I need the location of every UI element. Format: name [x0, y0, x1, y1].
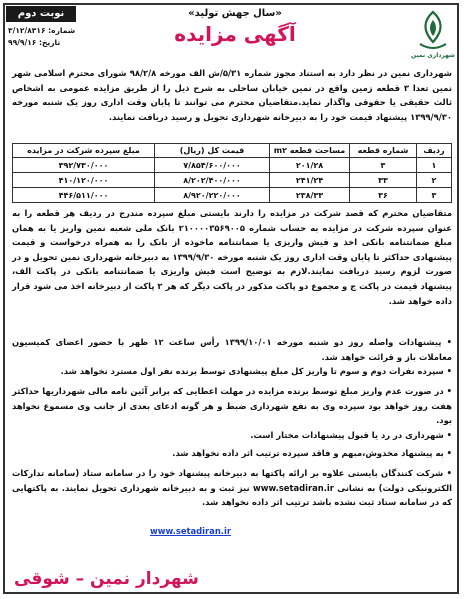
- cell-total-price: ۸/۲۰۲/۴۰۰/۰۰۰: [155, 173, 270, 188]
- bullet-text: شهرداری در رد یا قبول پیشنهادات مختار است.: [250, 430, 444, 440]
- bullet-text: سپرده نفرات دوم و سوم تا واریز کل مبلغ پیشنهادی توسط برنده نفر اول مسترد نخواهد شد.: [60, 366, 444, 376]
- cell-row-no: ۲: [417, 173, 452, 188]
- cell-total-price: ۸/۹۲۰/۲۲۰/۰۰۰: [155, 188, 270, 203]
- col-header-total-price: قیمت کل (ریال): [155, 144, 270, 158]
- mayor-signature: شهردار نمین – شوقی: [14, 569, 199, 589]
- cell-area: ۲۰۱/۲۸: [270, 158, 350, 173]
- cell-total-price: ۷/۸۵۴/۶۰۰/۰۰۰: [155, 158, 270, 173]
- bullet-invalid-bids: • به پیشنهاد مخدوش،مبهم و فاقد سپرده ترتیب اثر داده نخواهد شد.: [172, 448, 452, 458]
- table-header-row: [13, 144, 452, 158]
- setad-website-link[interactable]: www.setadiran.ir: [150, 526, 231, 536]
- municipality-logo-icon: [410, 8, 456, 54]
- cell-area: ۲۳۸/۳۳: [270, 188, 350, 203]
- bullet-text: شرکت کنندگان بایستی علاوه بر ارائه پاکتها به دبیرخانه پیشنهاد خود را در سامانه ستاد (سامانه تدارکات الکترونیکی دولت) به نشانی www.setadiran.ir نیز ثبت و به دبیرخانه شهرداری تحویل نمایند. به پاکتهایی که در سامانه ستاد ثبت نشده باشد ترتیب اثر داده نخواهد شد.: [12, 468, 452, 508]
- cell-area: ۲۴۱/۲۴: [270, 173, 350, 188]
- intro-paragraph: شهرداری نمین در نظر دارد به استناد مجوز شماره ۵/۳۱/ش الف مورخه ۹۸/۲/۸ شورای محترم اسلامی شهر نمین تعدا ۳ قطعه زمین واقع در نمین خیابان ساحلی به شرح ذیل را از طریق مزایده عمومی به اشخاص ثالث حقیقی یا حقوقی واگذار نماید.متقاضیان محترم می توانند تا پایان وقت اداری روز یک شنبه مورخه ۱۳۹۹/۹/۳۰ پیشنهاد قیمت خود را به دبیرخانه شهرداری تحویل و رسید دریافت نمایند.: [12, 68, 453, 122]
- col-header-plot-no: شماره قطعه: [350, 144, 417, 158]
- bullet-deposit-return: • سپرده نفرات دوم و سوم تا واریز کل مبلغ پیشنهادی توسط برنده نفر اول مسترد نخواهد شد.: [60, 366, 452, 376]
- bullet-text: به پیشنهاد مخدوش،مبهم و فاقد سپرده ترتیب اثر داده نخواهد شد.: [172, 448, 444, 458]
- bullet-opening-date: • پیشنهادات واصله روز دو شنبه مورخه ۱۳۹۹/۱۰/۰۱ رأس ساعت ۱۲ ظهر با حضور اعضای کمیسیون معاملات باز و قرائت خواهد شد.: [12, 337, 452, 362]
- reference-number: شماره: ۳/۱۲/۸۳۱۶: [8, 26, 76, 35]
- col-header-deposit: مبلغ سپرده شرکت در مزایده: [13, 144, 155, 158]
- cell-plot-no: ۳۳: [350, 173, 417, 188]
- page-title: آگهی مزایده: [174, 22, 296, 46]
- table-row: [13, 188, 452, 203]
- reference-date: تاریخ: ۹۹/۹/۱۶: [8, 38, 61, 47]
- cell-deposit: ۴۱۰/۱۲۰/۰۰۰: [13, 173, 155, 188]
- bullet-text: در صورت عدم واریز مبلغ توسط برنده مزایده در مهلت اعطایی که برابر آئین نامه مالی شهرداریها حداکثر هفت روز خواهد بود سپرده وی به نفع شهرداری ضبط و هر گونه ادعای بعدی از جانب وی مسموع نخواهد بود.: [12, 386, 452, 426]
- cell-row-no: ۳: [417, 188, 452, 203]
- cell-plot-no: ۳۶: [350, 188, 417, 203]
- cell-deposit: ۴۴۶/۵۱۱/۰۰۰: [13, 188, 155, 203]
- table-row: [13, 173, 452, 188]
- col-header-row-no: ردیف: [417, 144, 452, 158]
- notice-round-badge: نوبت دوم: [6, 6, 76, 22]
- logo-caption: شهرداری نمین: [411, 52, 455, 59]
- auction-table: [12, 143, 452, 203]
- bullet-text: پیشنهادات واصله روز دو شنبه مورخه ۱۳۹۹/۱۰/۰۱ رأس ساعت ۱۲ ظهر با حضور اعضای کمیسیون معاملات باز و قرائت خواهد شد.: [12, 337, 452, 362]
- bullet-right-to-reject: • شهرداری در رد یا قبول پیشنهادات مختار است.: [250, 430, 452, 440]
- bullet-setad-registration: • شرکت کنندگان بایستی علاوه بر ارائه پاکتها به دبیرخانه پیشنهاد خود را در سامانه ستاد (سامانه تدارکات الکترونیکی دولت) به نشانی www.setadiran.ir نیز ثبت و به دبیرخانه شهرداری تحویل نمایند. به پاکتهایی که در سامانه ستاد ثبت نشده باشد ترتیب اثر داده نخواهد شد.: [12, 468, 452, 508]
- bullet-payment-deadline: • در صورت عدم واریز مبلغ توسط برنده مزایده در مهلت اعطایی که برابر آئین نامه مالی شهرداریها حداکثر هفت روز خواهد بود سپرده وی به نفع شهرداری ضبط و هر گونه ادعای بعدی از جانب وی مسموع نخواهد بود.: [12, 386, 452, 426]
- cell-row-no: ۱: [417, 158, 452, 173]
- cell-plot-no: ۳: [350, 158, 417, 173]
- cell-deposit: ۳۹۲/۷۳۰/۰۰۰: [13, 158, 155, 173]
- year-slogan: «سال جهش تولید»: [188, 8, 282, 19]
- col-header-area: مساحت قطعه m۲: [270, 144, 350, 158]
- conditions-paragraph: متقاضیان محترم که قصد شرکت در مزایده را دارند بایستی مبلغ سپرده مندرج در ردیف هر قطعه را به عنوان سپرده شرکت در مزایده به حساب شماره ۲۱۰۰۰۰۳۵۶۹۰۰۵ بانک ملی شعبه نمین واریز یا به همان مبلغ ضمانتنامه بانکی اخذ و فیش واریزی یا ضمانتنامه ماخوذه از بانک را به همراه درخواست و قیمت پیشنهادی حداکثر تا پایان وقت اداری روز یک شنبه مورخه ۱۳۹۹/۹/۳۰ به دبیرخانه شهرداری نمین تحویل و در صورت لزوم رسید دریافت نمایند.لازم به توضیح است فیش واریزی یا ضمانتنامه بانکی در پاکت الف، پیشنهاد قیمت در پاکت ج و مجموع دو پاکت مذکور در پاکت دیگر که هر ۲ پاکت از دبیرخانه اخذ می شود قرار داده خواهد شد.: [12, 208, 452, 306]
- setad-link-highlight: [150, 526, 231, 536]
- table-row: [13, 158, 452, 173]
